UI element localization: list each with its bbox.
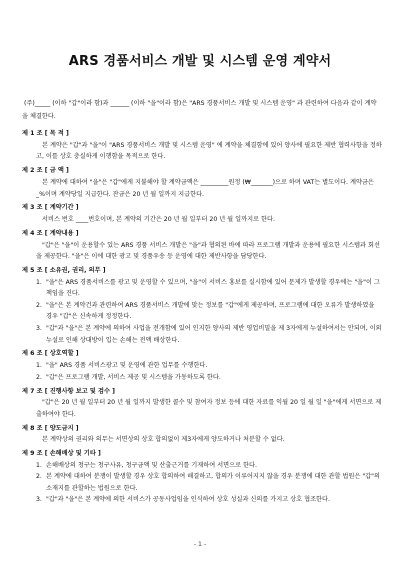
section-paragraph: "갑"은 20 년 월 일부터 20 년 월 일까지 발생한 콜수 및 참여자 정보 등에 대한 자료를 익월 20 일 월 일 "을"에게 서면으로 제출하여야 한다. bbox=[36, 399, 382, 418]
section-paragraph: 본 계약상의 권리와 의무는 서면상의 상호 합의없이 제3자에게 양도하거나 처분할 수 없다. bbox=[42, 436, 285, 444]
section-1 bbox=[22, 128, 382, 163]
section-9 bbox=[22, 448, 382, 506]
section-paragraph: 서비스 번호 ____번호이며, 본 계약의 기간은 20 년 월 일부터 20 년 월 일까지로 한다. bbox=[42, 216, 275, 224]
section-paragraph: 본 계약은 "갑"과 "을"이 "ARS 경품서비스 개발 및 시스템 운영" 에 계약을 체결함에 있어 양사에 필요한 제반 협력사항을 정하고, 이를 상호 충실하게 이행함을 목적으로 한다. bbox=[36, 141, 382, 161]
list-item-text: "을"은 ARS 경품서비스를 광고 및 운영할 수 있으며, "을"이 서비스 홍보를 실시함에 있어 문제가 발생할 경우에는 "을"이 그 책임을 진다. bbox=[46, 278, 380, 298]
section-title: 제 3 조 [ 계약기간 ] bbox=[22, 204, 79, 212]
section-title: 제 7 조 [ 진행사항 보고 및 검수 ] bbox=[22, 387, 115, 395]
section-title: 제 8 조 [ 양도금지 ] bbox=[22, 424, 79, 432]
list-item-text: "을" ARS 경품 서비스광고 및 운영에 관한 업무를 수행한다. bbox=[46, 362, 208, 370]
list-item: 3. "갑"과 "을"은 본 계약에 의한 서비스가 공동사업임을 인식하여 상호 성실과 신의를 가지고 상호 협조한다. bbox=[36, 496, 330, 504]
list-item-text: "을"은 본 계약건과 관련하여 ARS 경품서비스 개발에 맞는 정보를 "갑"에게 제공하며, 프로그램에 대한 오류가 발생하였을 경우 "갑"은 신속하게 정정한다. bbox=[46, 301, 375, 321]
section-title: 제 9 조 [ 손해배상 및 기타 ] bbox=[22, 450, 101, 458]
section-title: 제 5 조 [ 소유권, 권리, 의무 ] bbox=[22, 267, 106, 275]
list-item-text: "갑"은 프로그램 개발, 서비스 제공 및 시스템을 가동하도록 한다. bbox=[46, 373, 221, 381]
list-item-text: 손해배상의 청구는 청구사유, 청구금액 및 산출근거를 기재하여 서면으로 한다. bbox=[46, 461, 257, 469]
section-7 bbox=[22, 386, 382, 421]
section-title: 제 6 조 [ 상호역할 ] bbox=[22, 350, 79, 358]
section-paragraph: 본 계약에 대하여 "을"은 "갑"에게 지불해야 할 계약금액은 _________원정 (₩_______)으로 하며 VAT는 별도이다. 계약금은 _%이며 계약당일 지급한다. 잔금은 20 년 월 일까지 지급한다. bbox=[36, 178, 374, 198]
numbered-list bbox=[36, 277, 382, 347]
list-item-text: "갑"과 "을"은 본 계약에 의하여 사업을 전개함에 있어 인지한 양사의 제반 영업비밀을 제 3자에게 누설하여서는 안되며, 이외 누설로 인해 상대방이 입는 손해는 전액 배상한다. bbox=[46, 324, 382, 344]
section-title: 제 2 조 [ 금 액 ] bbox=[22, 167, 69, 175]
section-title: 제 4 조 [ 계약내용 ] bbox=[22, 229, 79, 237]
section-5 bbox=[22, 265, 382, 346]
list-item-text: 본 계약에 대하여 분쟁이 발생할 경우 상호 합의하여 해결하고, 합의가 이루어지지 않을 경우 분쟁에 대한 관할 법원은 "갑"의 소재지를 관할하는 법원으로 한다. bbox=[46, 473, 380, 492]
section-title: 제 1 조 [ 목 적 ] bbox=[22, 130, 69, 138]
intro-paragraph: (주)_____ (이하 "갑"이라 함)과 ______ (이하 "을"이라 함)은 "ARS 경품서비스 개발 및 시스템 운영" 과 관련하여 다음과 같이 계약을 체결한다. bbox=[22, 100, 377, 120]
section-3 bbox=[22, 202, 382, 225]
list-item: 2. "을"은 본 계약건과 관련하여 ARS 경품서비스 개발에 맞는 정보를 "갑"에게 제공하며, 프로그램에 대한 오류가 발생하였을 경우 "갑"은 신속하게 정정한다. bbox=[36, 301, 375, 321]
list-item: 1. "을" ARS 경품 서비스광고 및 운영에 관한 업무를 수행한다. bbox=[36, 362, 208, 370]
section-paragraph: "갑"은 "을"이 운용할수 있는 ARS 경품 서비스 개발은 "을"과 협의된 바에 따라 프로그램 개발과 운용에 필요한 시스템과 회선을 제공한다. "을"은 이에 대한 광고 및 경품우송 등 운영에 대한 제반사항을 담당한다. bbox=[36, 241, 380, 261]
list-item: 1. 손해배상의 청구는 청구사유, 청구금액 및 산출근거를 기재하여 서면으로 한다. bbox=[36, 461, 257, 469]
section-4 bbox=[22, 228, 382, 263]
contract-sections bbox=[22, 126, 382, 506]
list-item: 2. "갑"은 프로그램 개발, 서비스 제공 및 시스템을 가동하도록 한다. bbox=[36, 373, 221, 381]
list-item-text: "갑"과 "을"은 본 계약에 의한 서비스가 공동사업임을 인식하여 상호 성실과 신의를 가지고 상호 협조한다. bbox=[46, 496, 330, 504]
section-6 bbox=[22, 348, 382, 383]
numbered-list bbox=[36, 460, 382, 506]
document-title: ARS 경품서비스 개발 및 시스템 운영 계약서 bbox=[68, 54, 332, 69]
section-2 bbox=[22, 165, 382, 200]
numbered-list bbox=[36, 360, 382, 383]
list-item: 3. "갑"과 "을"은 본 계약에 의하여 사업을 전개함에 있어 인지한 양사의 제반 영업비밀을 제 3자에게 누설하여서는 안되며, 이외 누설로 인해 상대방이 입는 손해는 전액 배상한다. bbox=[36, 324, 382, 344]
list-item: 1. "을"은 ARS 경품서비스를 광고 및 운영할 수 있으며, "을"이 서비스 홍보를 실시함에 있어 문제가 발생할 경우에는 "을"이 그 책임을 진다. bbox=[36, 278, 380, 298]
section-8 bbox=[22, 423, 382, 446]
page-number: - 1 - bbox=[193, 541, 207, 548]
list-item: 2. 본 계약에 대하여 분쟁이 발생할 경우 상호 합의하여 해결하고, 합의가 이루어지지 않을 경우 분쟁에 대한 관할 법원은 "갑"의 소재지를 관할하는 법원으로 한다. bbox=[36, 473, 380, 492]
